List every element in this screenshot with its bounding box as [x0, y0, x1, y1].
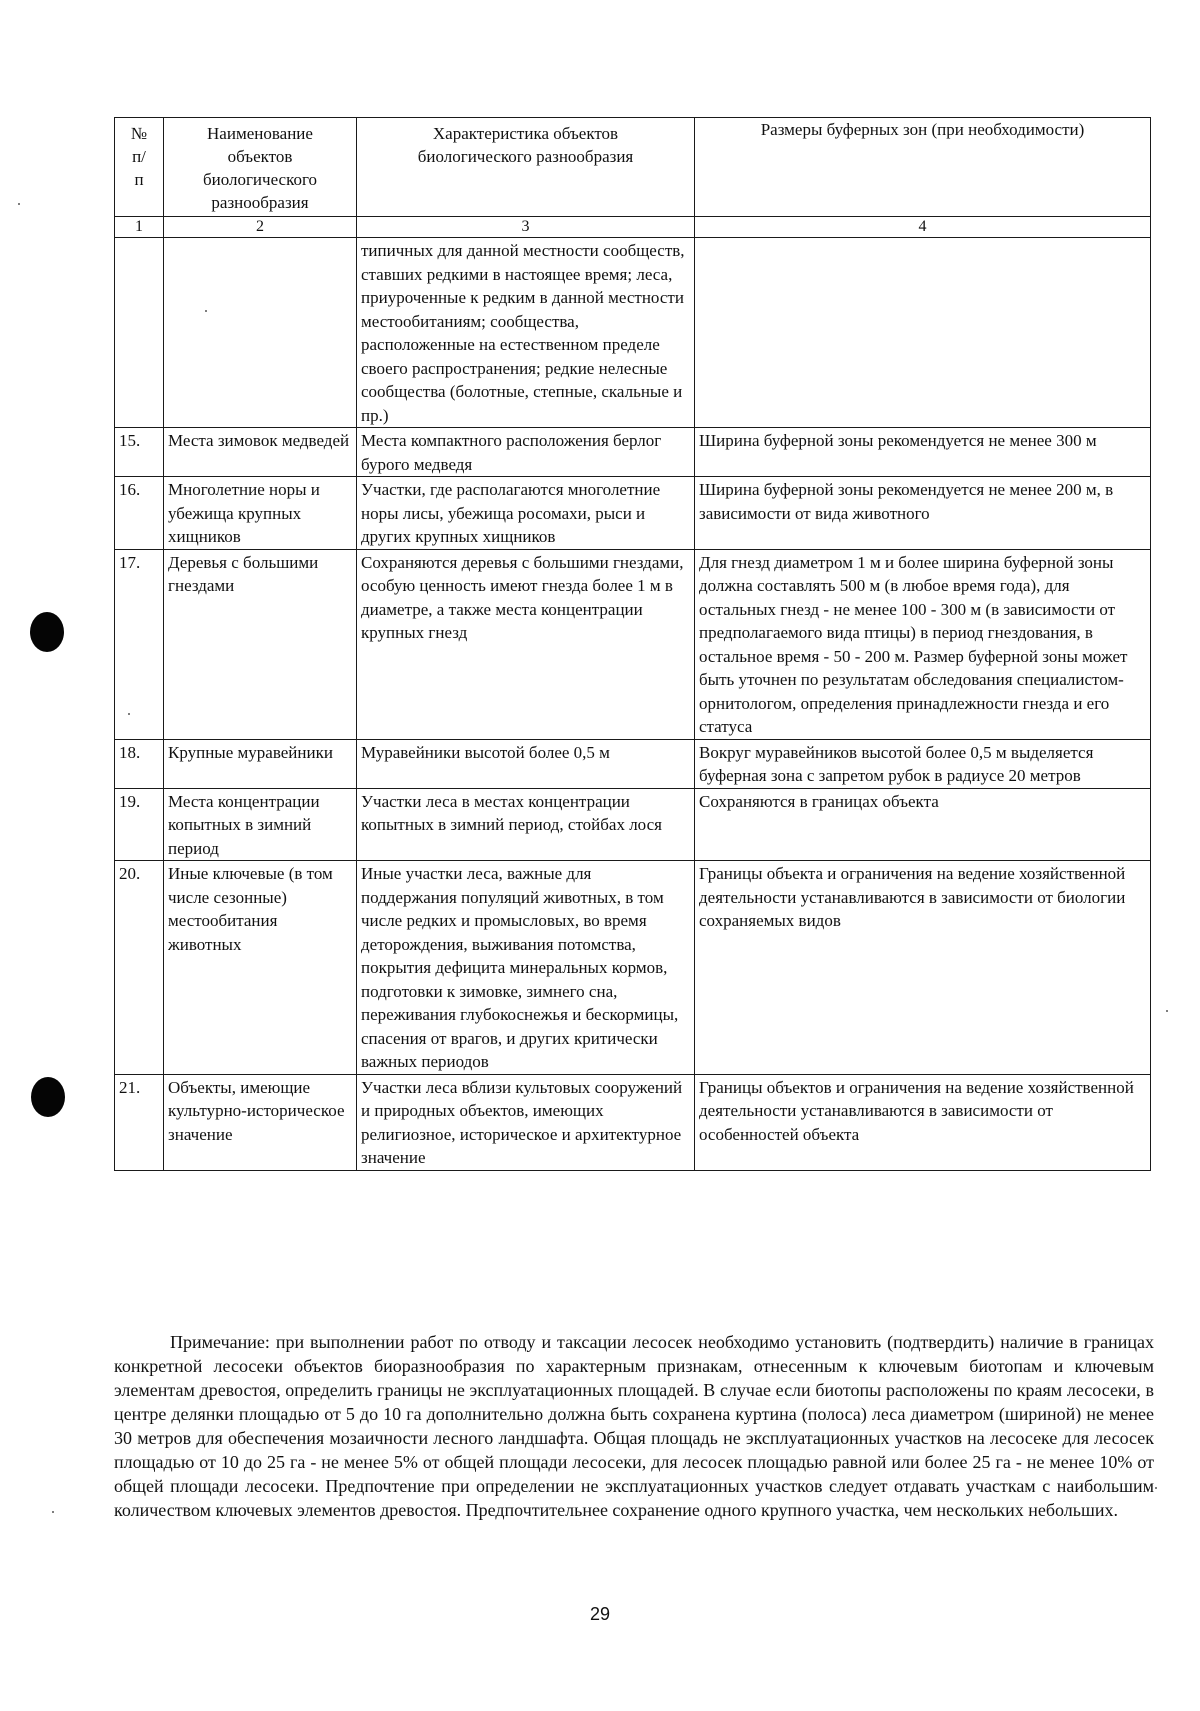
- row-object-name: Места зимовок медведей: [164, 428, 357, 477]
- scan-speck: [1155, 1487, 1157, 1489]
- row-characteristic: типичных для данной местности сообществ, ставших редкими в настоящее время; леса, приуроченные к редким в данной местности местообитаниям; сообщества, расположенные на естественном пределе своего распространения; редкие нелесные сообщества (болотные, степные, скальные и пр.): [357, 238, 695, 428]
- row-number: 18.: [115, 739, 164, 788]
- row-characteristic: Участки леса вблизи культовых сооружений и природных объектов, имеющих религиозное, историческое и архитектурное значение: [357, 1074, 695, 1170]
- header-characteristic: Характеристика объектов биологического разнообразия: [357, 118, 695, 217]
- column-number: 4: [695, 217, 1151, 238]
- table-row: [115, 549, 1151, 739]
- table-row: [115, 477, 1151, 550]
- scan-speck: [18, 203, 20, 205]
- row-characteristic: Муравейники высотой более 0,5 м: [357, 739, 695, 788]
- row-object-name: [164, 238, 357, 428]
- header-object-name: Наименование объектов биологического разнообразия: [164, 118, 357, 217]
- header-number: № п/п: [115, 118, 164, 217]
- column-number: 2: [164, 217, 357, 238]
- punch-hole-bottom: [31, 1077, 65, 1117]
- row-object-name: Многолетние норы и убежища крупных хищников: [164, 477, 357, 550]
- biodiversity-table: [114, 117, 1151, 1171]
- table-row: [115, 238, 1151, 428]
- row-number: 20.: [115, 861, 164, 1075]
- row-buffer-zone: Вокруг муравейников высотой более 0,5 м выделяется буферная зона с запретом рубок в радиусе 20 метров: [695, 739, 1151, 788]
- column-number: 3: [357, 217, 695, 238]
- table-row: [115, 861, 1151, 1075]
- row-number: 17.: [115, 549, 164, 739]
- row-buffer-zone: [695, 238, 1151, 428]
- row-buffer-zone: Границы объекта и ограничения на ведение хозяйственной деятельности устанавливаются в зависимости от биологии сохраняемых видов: [695, 861, 1151, 1075]
- table-column-numbers: [115, 217, 1151, 238]
- row-buffer-zone: Границы объектов и ограничения на ведение хозяйственной деятельности устанавливаются в зависимости от особенностей объекта: [695, 1074, 1151, 1170]
- row-object-name: Объекты, имеющие культурно-историческое значение: [164, 1074, 357, 1170]
- column-number: 1: [115, 217, 164, 238]
- row-buffer-zone: Ширина буферной зоны рекомендуется не менее 300 м: [695, 428, 1151, 477]
- row-buffer-zone: Сохраняются в границах объекта: [695, 788, 1151, 861]
- table-row: [115, 739, 1151, 788]
- row-number: 19.: [115, 788, 164, 861]
- row-characteristic: Места компактного расположения берлог бурого медведя: [357, 428, 695, 477]
- scan-speck: [52, 1511, 54, 1513]
- row-object-name: Иные ключевые (в том числе сезонные) местообитания животных: [164, 861, 357, 1075]
- row-characteristic: Участки леса в местах концентрации копытных в зимний период, стойбах лося: [357, 788, 695, 861]
- table-header-row: [115, 118, 1151, 217]
- row-characteristic: Участки, где располагаются многолетние норы лисы, убежища росомахи, рыси и других крупных хищников: [357, 477, 695, 550]
- note-paragraph: Примечание: при выполнении работ по отводу и таксации лесосек необходимо установить (подтвердить) наличие в границах конкретной лесосеки объектов биоразнообразия по характерным признакам, отнесенным к ключевым биотопам и ключевым элементам древостоя, определить границы не эксплуатационных площадей. В случае если биотопы расположены по краям лесосеки, в центре делянки площадью от 5 до 10 га дополнительно должна быть сохранена куртина (полоса) леса диаметром (шириной) не менее 30 метров для обеспечения мозаичности лесного ландшафта. Общая площадь не эксплуатационных участков на лесосеке для лесосек площадью от 10 до 25 га - не менее 5% от общей площади лесосеки, для лесосек площадью равной или более 25 га - не менее 10% от общей площади лесосеки. Предпочтение при определении не эксплуатационных участков следует отдавать участкам с наибольшим количеством ключевых элементов древостоя. Предпочтительнее сохранение одного крупного участка, чем нескольких небольших.: [114, 1332, 1154, 1520]
- row-object-name: Деревья с большими гнездами: [164, 549, 357, 739]
- row-number: 16.: [115, 477, 164, 550]
- header-buffer-zone: Размеры буферных зон (при необходимости): [695, 118, 1151, 217]
- row-buffer-zone: Ширина буферной зоны рекомендуется не менее 200 м, в зависимости от вида животного: [695, 477, 1151, 550]
- scan-speck: [1166, 1010, 1168, 1012]
- table-row: [115, 428, 1151, 477]
- row-characteristic: Сохраняются деревья с большими гнездами, особую ценность имеют гнезда более 1 м в диаметре, а также места концентрации крупных гнезд: [357, 549, 695, 739]
- row-object-name: Места концентрации копытных в зимний период: [164, 788, 357, 861]
- page-number: 29: [589, 1604, 611, 1624]
- row-number: [115, 238, 164, 428]
- row-characteristic: Иные участки леса, важные для поддержания популяций животных, в том числе редких и промысловых, во время деторождения, выживания потомства, покрытия дефицита минеральных кормов, подготовки к зимовке, зимнего сна, переживания глубокоснежья и бескормицы, спасения от врагов, и других критически важных периодов: [357, 861, 695, 1075]
- table-row: [115, 788, 1151, 861]
- row-number: 21.: [115, 1074, 164, 1170]
- row-number: 15.: [115, 428, 164, 477]
- table-row: [115, 1074, 1151, 1170]
- row-object-name: Крупные муравейники: [164, 739, 357, 788]
- punch-hole-top: [30, 612, 64, 652]
- row-buffer-zone: Для гнезд диаметром 1 м и более ширина буферной зоны должна составлять 500 м (в любое время года), для остальных гнезд - не менее 100 - 300 м (в зависимости от предполагаемого вида птицы) в период гнездования, в остальное время - 50 - 200 м. Размер буферной зоны может быть уточнен по результатам обследования специалистом-орнитологом, определения принадлежности гнезда и его статуса: [695, 549, 1151, 739]
